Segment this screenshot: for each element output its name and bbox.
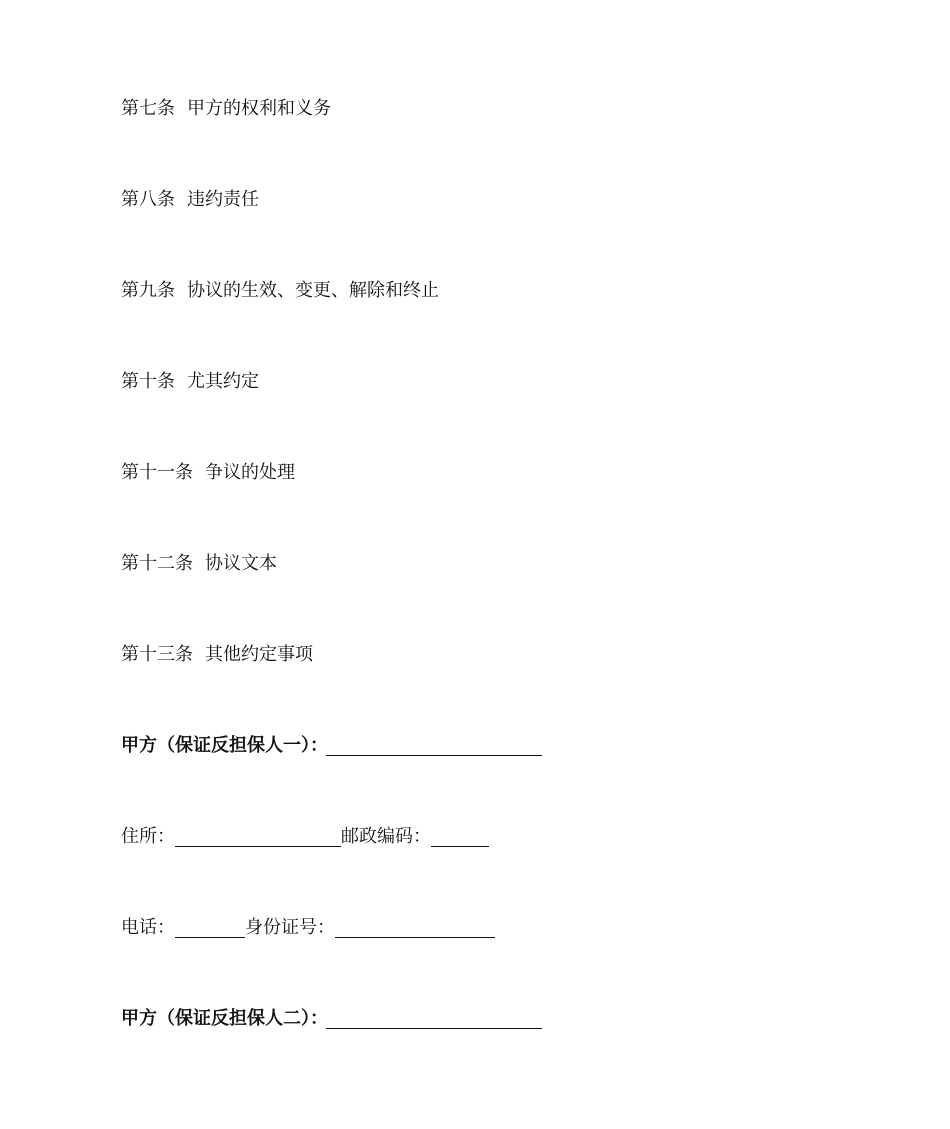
article-7 bbox=[121, 97, 331, 121]
article-title: 甲方的权利和义务 bbox=[187, 98, 331, 119]
party-a-2-line bbox=[121, 1007, 542, 1031]
article-12 bbox=[121, 552, 277, 576]
phone-label: 电话： bbox=[121, 917, 175, 938]
phone-line bbox=[121, 916, 495, 940]
id-number-label: 身份证号： bbox=[245, 917, 335, 938]
article-title: 争议的处理 bbox=[205, 462, 295, 483]
address-line bbox=[121, 825, 489, 849]
article-number: 第十二条 bbox=[121, 553, 193, 574]
article-title: 协议的生效、变更、解除和终止 bbox=[187, 280, 439, 301]
article-8 bbox=[121, 188, 259, 212]
article-number: 第七条 bbox=[121, 98, 175, 119]
article-title: 协议文本 bbox=[205, 553, 277, 574]
article-number: 第八条 bbox=[121, 189, 175, 210]
article-13 bbox=[121, 643, 313, 667]
article-number: 第十三条 bbox=[121, 644, 193, 665]
id-number-blank[interactable] bbox=[335, 917, 495, 938]
article-10 bbox=[121, 370, 259, 394]
postal-code-label: 邮政编码： bbox=[341, 826, 431, 847]
party-a-1-blank[interactable] bbox=[326, 735, 542, 756]
party-a-1-label: 甲方（保证反担保人一）： bbox=[121, 735, 328, 756]
article-title: 其他约定事项 bbox=[205, 644, 313, 665]
article-title: 违约责任 bbox=[187, 189, 259, 210]
address-blank[interactable] bbox=[175, 826, 341, 847]
party-a-1-line bbox=[121, 734, 542, 758]
phone-blank[interactable] bbox=[175, 917, 245, 938]
article-number: 第九条 bbox=[121, 280, 175, 301]
article-9 bbox=[121, 279, 439, 303]
postal-code-blank[interactable] bbox=[431, 826, 489, 847]
party-a-2-label: 甲方（保证反担保人二）： bbox=[121, 1008, 328, 1029]
party-a-2-blank[interactable] bbox=[326, 1008, 542, 1029]
article-number: 第十条 bbox=[121, 371, 175, 392]
article-11 bbox=[121, 461, 295, 485]
article-title: 尤其约定 bbox=[187, 371, 259, 392]
article-number: 第十一条 bbox=[121, 462, 193, 483]
address-label: 住所： bbox=[121, 826, 175, 847]
